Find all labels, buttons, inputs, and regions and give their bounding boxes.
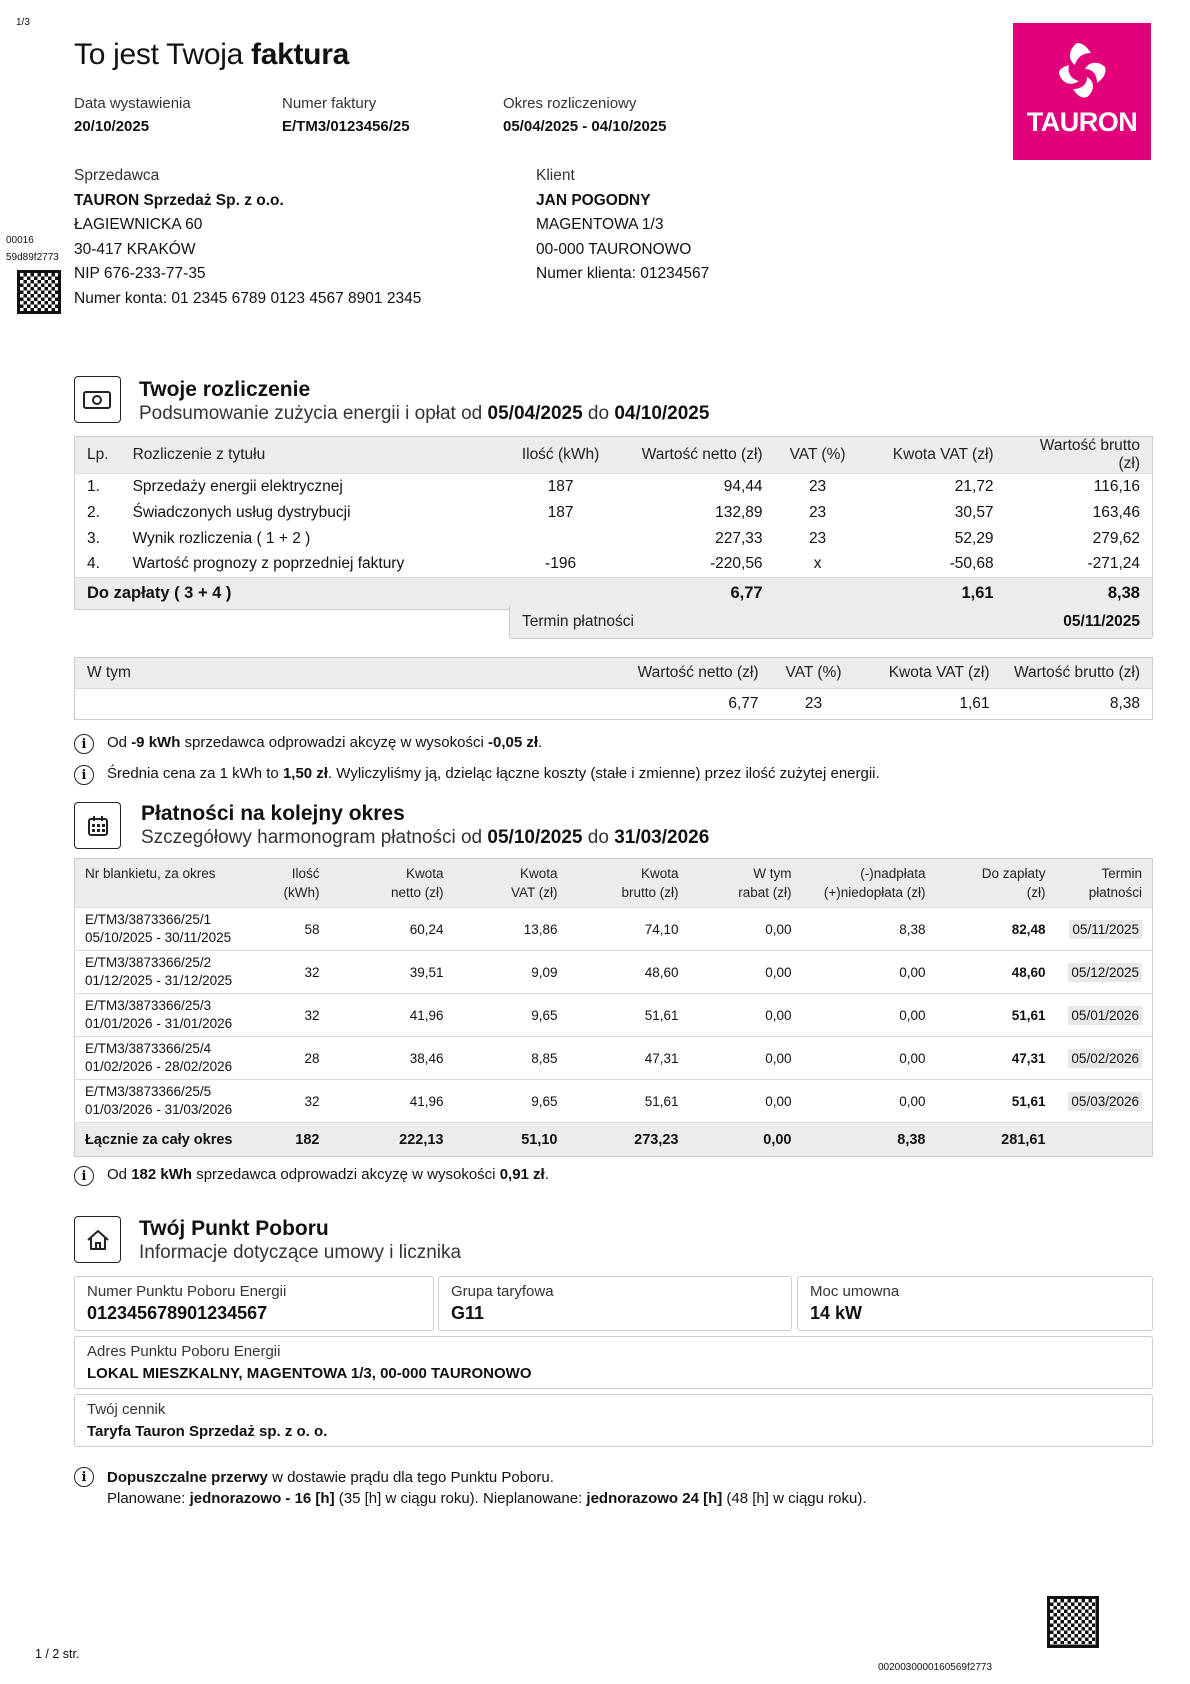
tauron-logo-mark-icon [1047, 39, 1117, 101]
page-title: To jest Twoja faktura [74, 38, 349, 71]
table-row: E/TM3/3873366/25/2 01/12/2025 - 31/12/2025 32 39,51 9,09 48,60 0,00 0,00 48,60 05/12/2025 [75, 951, 1153, 994]
info-icon: i [74, 1166, 94, 1186]
client-block: Klient JAN POGODNY MAGENTOWA 1/3 00-000 TAURONOWO Numer klienta: 01234567 [536, 167, 710, 282]
vat-breakdown-table: W tym Wartość netto (zł) VAT (%) Kwota VAT (zł) Wartość brutto (zł) 6,77 23 1,61 8,38 [74, 657, 1153, 720]
excise-info: i Od -9 kWh sprzedawca odprowadzi akcyzę w wysokości -0,05 zł. [74, 734, 542, 754]
home-icon [74, 1216, 121, 1263]
excise-info-period: i Od 182 kWh sprzedawca odprowadzi akcyzę w wysokości 0,91 zł. [74, 1166, 549, 1186]
settlement-table: Lp. Rozliczenie z tytułu Ilość (kWh) Wartość netto (zł) VAT (%) Kwota VAT (zł) Wartość brutto (zł) 1. Sprzedaży energii elektrycznej 187 94,44 23 21,72 116,16 2. Świadczonych usług dystrybucji 187 132,89 23 30,57 163,46 3. Wynik rozliczenia ( 1 + 2 ) 227,33 23 52,29 279,62 4. Wartość prognozy z poprzedniej faktury -196 -220,56 x -50,68 -271,24 Do zapłaty ( 3 + 4 ) 6,77 1,61 8,38 [74, 436, 1153, 610]
ppe-heading: Twój Punkt Poboru Informacje dotyczące umowy i licznika [139, 1217, 462, 1263]
qr-code-footer [1047, 1596, 1099, 1648]
table-row: 4. Wartość prognozy z poprzedniej faktury -196 -220,56 x -50,68 -271,24 [87, 555, 1140, 573]
table-row: 3. Wynik rozliczenia ( 1 + 2 ) 227,33 23 52,29 279,62 [87, 529, 1140, 547]
meta-invoice-number: Numer faktury E/TM3/0123456/25 [282, 95, 410, 135]
meta-billing-period: Okres rozliczeniowy 05/04/2025 - 04/10/2025 [503, 95, 667, 135]
pricelist-box: Twój cennik Taryfa Tauron Sprzedaż sp. z o. o. [74, 1394, 1153, 1447]
side-code: 00016 59d89f2773 [6, 235, 59, 263]
tariff-group-box: Grupa taryfowa G11 [438, 1276, 792, 1331]
info-icon: i [74, 734, 94, 754]
table-row: E/TM3/3873366/25/1 05/10/2025 - 30/11/2025 58 60,24 13,86 74,10 0,00 8,38 82,48 05/11/2025 [75, 908, 1153, 951]
avg-price-info: i Średnia cena za 1 kWh to 1,50 zł. Wyliczyliśmy ją, dzieląc łączne koszty (stałe i zmienne) przez ilość zużytej energii. [74, 765, 880, 785]
house-glyph-icon [86, 1229, 110, 1251]
table-row: 6,77 23 1,61 8,38 [75, 689, 1153, 720]
contract-power-box: Moc umowna 14 kW [797, 1276, 1153, 1331]
calendar-icon [74, 802, 121, 849]
interruptions-info: i Dopuszczalne przerwy w dostawie prądu dla tego Punktu Poboru. Planowane: jednorazowo - 16 [h] (35 [h] w ciągu roku). Nieplanowane: jednorazowo 24 [h] (48 [h] w ciągu roku). [74, 1467, 866, 1509]
due-date-box: Termin płatności 05/11/2025 [509, 606, 1153, 639]
document-code: 002003000016056​9f2773 [878, 1662, 993, 1673]
table-row: E/TM3/3873366/25/5 01/03/2026 - 31/03/2026 32 41,96 9,65 51,61 0,00 0,00 51,61 05/03/2026 [75, 1080, 1153, 1123]
table-row: 1. Sprzedaży energii elektrycznej 187 94,44 23 21,72 116,16 [75, 474, 1153, 500]
settlement-heading: Twoje rozliczenie Podsumowanie zużycia energii i opłat od 05/04/2025 do 04/10/2025 [139, 378, 710, 424]
ppe-number-box: Numer Punktu Poboru Energii 012345678901234567 [74, 1276, 434, 1331]
table-row: 2. Świadczonych usług dystrybucji 187 132,89 23 30,57 163,46 [87, 503, 1140, 521]
table-row: E/TM3/3873366/25/3 01/01/2026 - 31/01/2026 32 41,96 9,65 51,61 0,00 0,00 51,61 05/01/2026 [75, 994, 1153, 1037]
tauron-logo: TAURON [1013, 23, 1151, 160]
payments-table: Nr blankietu, za okres Ilość (kWh) Kwota netto (zł) Kwota VAT (zł) Kwota brutto (zł) W tym rabat (zł) (-)nadpłata (+)niedopłata (zł) Do zapłaty (zł) Termin płatności E/TM3/3873366/25/1 05/10/2025 - 30/11/2025 58 60,24 13,86 74,10 0,00 8,38 82,48 05/11/2025 E/TM3/3873366/25/2 01/12/2025 - 31/12/2025 32 39,51 9,09 48,60 0,00 0,00 48,60 05/12/2025 E/TM3/3873366/25/3 01/01/2026 - 31/01/2026 32 41,96 9,65 51,61 0,00 0,00 51,61 05/01/2026 E/TM3/3873366/25/4 01/02/2026 - 28/02/2026 28 38,46 8,85 47,31 0,00 0,00 47,31 05/02/2026 E/TM3/3873366/25/5 01/03/2026 - 31/03/2026 32 41,96 9,65 51,61 0,00 0,00 51,61 05/03/2026 Łącznie za cały okres 182 222,13 51,10 273,23 0,00 8,38 281,61 [74, 858, 1153, 1157]
meta-issue-date: Data wystawienia 20/10/2025 [74, 95, 191, 135]
seller-block: Sprzedawca TAURON Sprzedaż Sp. z o.o. ŁAGIEWNICKA 60 30-417 KRAKÓW NIP 676-233-77-35 Numer konta: 01 2345 6789 0123 4567 8901 2345 [74, 167, 422, 307]
ppe-address-box: Adres Punktu Poboru Energii LOKAL MIESZKALNY, MAGENTOWA 1/3, 00-000 TAURONOWO [74, 1336, 1153, 1389]
money-icon [74, 376, 121, 423]
total-row: Do zapłaty ( 3 + 4 ) 6,77 1,61 8,38 [75, 578, 1153, 610]
calendar-glyph-icon [87, 815, 109, 837]
table-row: E/TM3/3873366/25/4 01/02/2026 - 28/02/2026 28 38,46 8,85 47,31 0,00 0,00 47,31 05/02/2026 [75, 1037, 1153, 1080]
qr-code-small [17, 270, 61, 314]
total-row: Łącznie za cały okres 182 222,13 51,10 273,23 0,00 8,38 281,61 [75, 1123, 1153, 1157]
payments-heading: Płatności na kolejny okres Szczegółowy harmonogram płatności od 05/10/2025 do 31/03/2026 [141, 802, 710, 848]
banknote-icon [83, 389, 113, 411]
page-marker: 1/3 [16, 17, 30, 28]
page-number: 1 / 2 str. [35, 1647, 80, 1661]
info-icon: i [74, 765, 94, 785]
info-icon: i [74, 1467, 94, 1487]
